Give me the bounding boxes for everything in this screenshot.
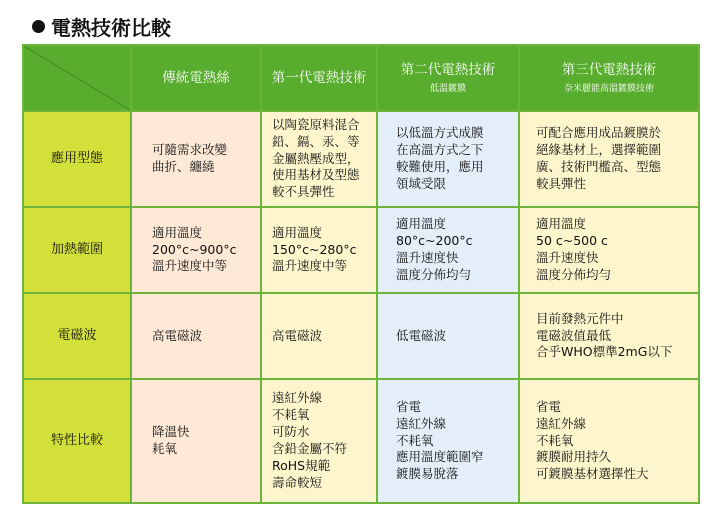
cell-line: 150°c~280°c [272,241,357,257]
cell-line: 鍍膜易脫落 [396,466,459,482]
corner-cell [23,45,131,111]
bullet-icon [32,20,45,33]
header-gen1: 第一代電熱技術 [261,45,377,111]
cell-line: 合乎WHO標準2mG以下 [536,344,673,360]
cell-line: 較不具彈性 [272,184,335,200]
cell-line: 適用溫度 [536,216,587,232]
cell-line: 電磁波值最低 [536,327,612,343]
cell-line: 可防水 [272,424,310,440]
table-cell [261,207,377,293]
cell-line: 溫度分佈均勻 [536,266,612,282]
cell-line: 適用溫度 [152,224,203,240]
cell-line: 以低溫方式成膜 [396,125,484,141]
table-cell [131,207,261,293]
cell-line: 低電磁波 [396,327,447,343]
cell-line: 鉛、鎘、汞、等 [272,133,360,149]
table-cell [377,207,519,293]
cell-line: 50 c~500 c [536,233,608,249]
header-gen3: 第三代電熱技術 奈米麗能高溫鍍膜技術 [519,45,699,111]
cell-line: 使用基材及型態 [272,167,360,183]
cell-line: 可配合應用成品鍍膜於 [536,125,662,141]
cell-line: 省電 [536,398,562,414]
table-cell [519,379,699,503]
cell-line: 含鉛金屬不符 [272,441,348,456]
header-gen2: 第二代電熱技術 低溫鍍膜 [377,45,519,111]
table-cell [131,111,261,207]
cell-line: 領域受限 [396,175,447,191]
cell-line: 鍍膜耐用持久 [536,449,612,465]
row-label-characteristics: 特性比較 [23,379,131,503]
cell-line: 省電 [396,398,422,414]
cell-line: 絕緣基材上，選擇範圍 [536,142,662,158]
table-cell [377,111,519,207]
cell-line: 適用溫度 [396,216,447,232]
cell-line: 遠紅外線 [536,415,587,431]
title-text: 電熱技術比較 [51,16,171,40]
cell-line: 不耗氧 [536,432,574,448]
cell-line: 不耗氧 [272,407,310,423]
table-row [23,379,699,503]
table-row [23,111,699,207]
cell-line: 溫升速度中等 [152,258,228,274]
cell-line: 溫升速度中等 [272,258,348,274]
cell-line: 在高溫方式之下 [396,142,484,158]
cell-line: 金屬熱壓成型， [272,150,360,166]
cell-line: 遠紅外線 [272,390,323,406]
cell-line: 較難使用，應用 [396,159,484,174]
table-cell [377,379,519,503]
cell-line: 應用溫度範圍窄 [396,449,484,465]
table-cell [519,293,699,379]
header-gen3-sub: 奈米麗能高溫鍍膜技術 [563,83,654,94]
cell-line: 降溫快 [152,424,190,440]
diagonal-line [24,46,130,110]
cell-line: RoHS規範 [272,457,331,473]
cell-line: 較具彈性 [536,175,587,191]
row-label-heating-range: 加熱範圍 [23,207,131,293]
table-cell [261,111,377,207]
cell-line: 以陶瓷原料混合 [272,116,360,132]
cell-line: 廣、技術門檻高、型態 [536,159,662,174]
table-cell [261,293,377,379]
table-cell [377,293,519,379]
header-gen2-sub: 低溫鍍膜 [429,83,466,94]
table-row [23,293,699,379]
row-label-electromagnetic-wave: 電磁波 [23,293,131,379]
cell-line: 可鍍膜基材選擇性大 [536,466,649,482]
table-cell [519,207,699,293]
table-cell [261,379,377,503]
cell-line: 200°c~900°c [152,241,237,257]
cell-line: 80°c~200°c [396,233,473,249]
page-title [32,12,171,41]
cell-line: 溫度分佈均勻 [396,266,472,282]
table-cell [131,293,261,379]
row-label-application-form: 應用型態 [23,111,131,207]
cell-line: 遠紅外線 [396,415,447,431]
cell-line: 壽命較短 [272,474,323,490]
cell-line: 溫升速度快 [536,250,599,265]
cell-line: 目前發熱元件中 [536,310,624,326]
table-row [23,207,699,293]
cell-line: 高電磁波 [152,327,203,343]
cell-line: 高電磁波 [272,327,323,343]
comparison-table [22,44,700,504]
table-cell [519,111,699,207]
cell-line: 可隨需求改變 [152,142,228,158]
header-traditional: 傳統電熱絲 [131,45,261,111]
header-row [23,45,699,111]
cell-line: 曲折、纏繞 [152,159,215,174]
cell-line: 耗氧 [152,441,178,456]
cell-line: 溫升速度快 [396,250,459,265]
cell-line: 不耗氧 [396,432,434,448]
table-cell [131,379,261,503]
cell-line: 適用溫度 [272,224,323,240]
